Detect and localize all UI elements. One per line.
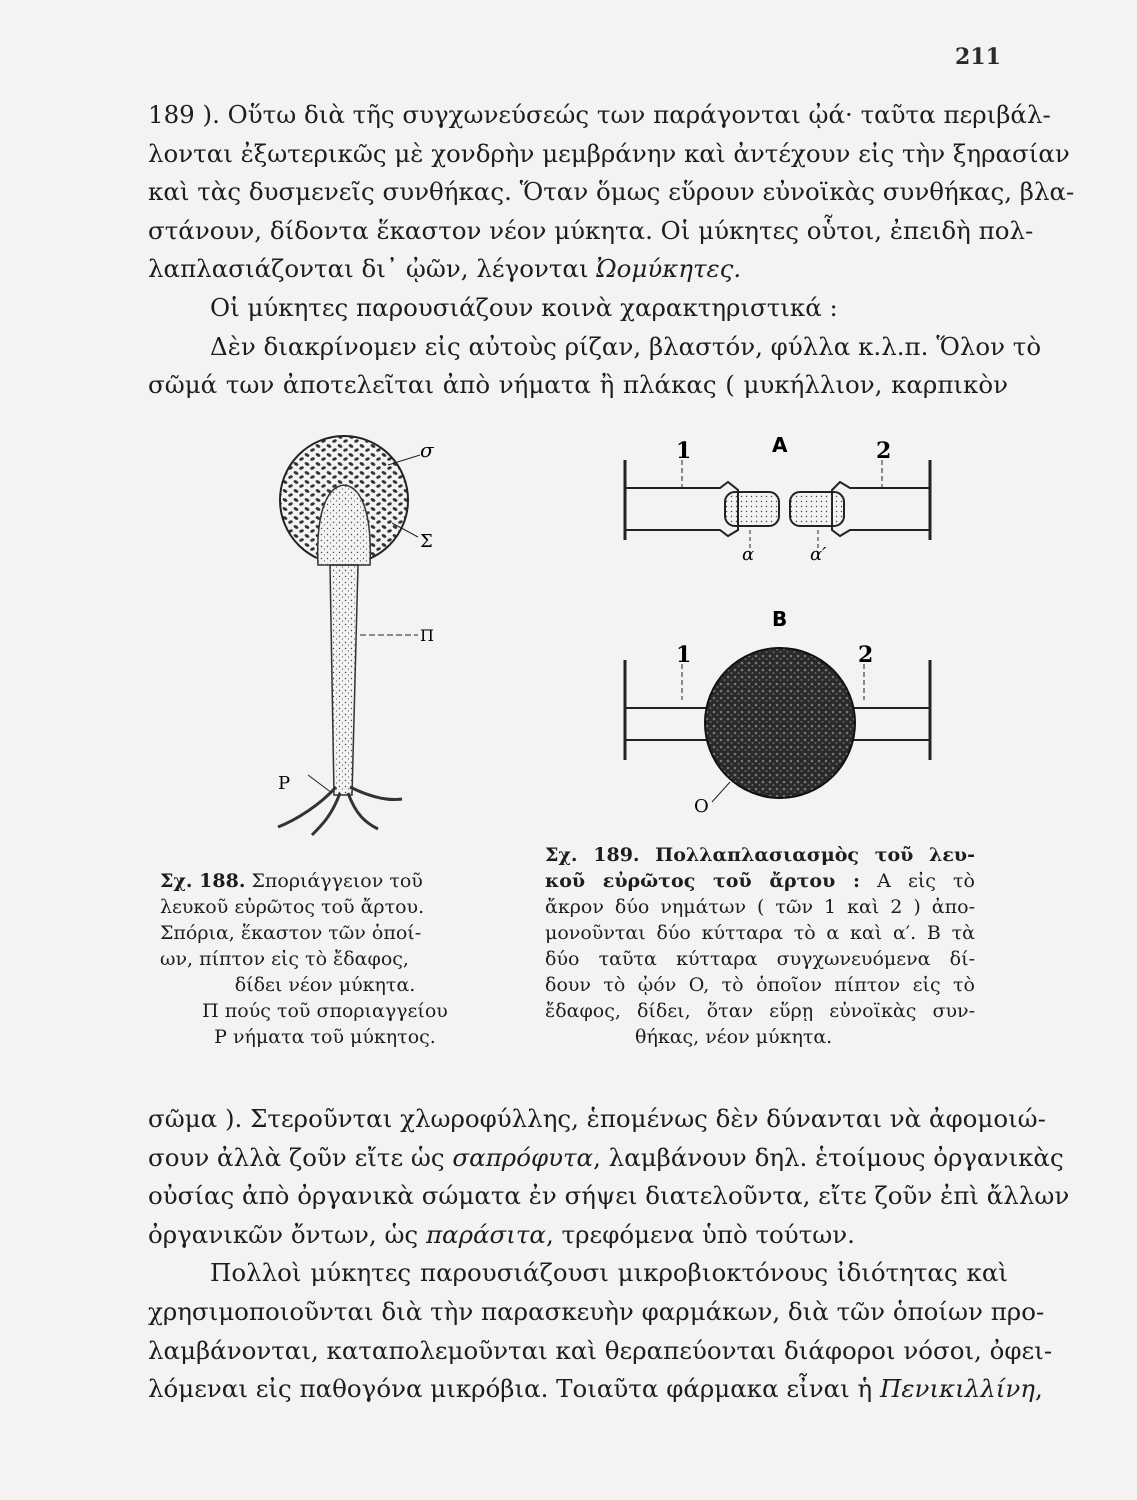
caption-line: δουν τὸ ᾠόν O, τὸ ὁποῖον πίπτον εἰς τὸ: [545, 974, 975, 996]
text-fragment: λαπλασιάζονται δι᾽ ᾠῶν, λέγονται: [148, 254, 597, 284]
text-line: [148, 1216, 1008, 1255]
caption-line: Π πούς τοῦ σποριαγγείου: [202, 1000, 448, 1022]
term-parasites: παράσιτα: [425, 1219, 546, 1249]
label-B: B: [772, 607, 788, 631]
caption-figure-189: [545, 842, 975, 1050]
caption-line: λευκοῦ εὐρῶτος τοῦ ἄρτου.: [160, 896, 425, 918]
figure-189-conjugation: [600, 430, 960, 830]
text-line: λονται ἐξωτερικῶς μὲ χονδρὴν μεμβράνην καὶ ἀντέχουν εἰς τὴν ξηρασίαν: [148, 138, 1070, 168]
text-line: οὐσίας ἀπὸ ὀργανικὰ σώματα ἐν σήψει διατελοῦντα, εἴτε ζοῦν ἐπὶ ἄλλων: [148, 1181, 1070, 1211]
text-line: σῶμα ). Στεροῦνται χλωροφύλλης, ἑπομένως δὲν δύνανται νὰ ἀφομοιώ-: [148, 1104, 1046, 1133]
label-sigma-small: σ: [420, 438, 434, 462]
caption-lead: Σχ. 188.: [160, 870, 246, 892]
caption-line: μονοῦνται δύο κύτταρα τὸ α καὶ α′. B τὰ: [545, 922, 975, 944]
text-fragment: λόμεναι εἰς παθογόνα μικρόβια. Τοιαῦτα φάρμακα εἶναι ἡ: [148, 1374, 881, 1404]
term-oomycetes: Ὠομύκητες.: [596, 254, 742, 284]
text-line: χρησιμοποιοῦνται διὰ τὴν παρασκευὴν φαρμάκων, διὰ τῶν ὁποίων προ-: [148, 1296, 1045, 1326]
label-rho: Ρ: [278, 773, 291, 794]
text-line: 189 ). Οὕτω διὰ τῆς συγχωνεύσεώς των παράγονται ᾠά· ταῦτα περιβάλ-: [148, 100, 1051, 129]
caption-line: [160, 868, 490, 894]
rhizoids: [278, 787, 402, 835]
text-line: [148, 250, 1008, 289]
caption-line: δίδει νέον μύκητα.: [234, 974, 416, 996]
text-fragment: , τρεφόμενα ὑπὸ τούτων.: [545, 1219, 855, 1249]
cell-alpha-prime: [790, 492, 844, 526]
caption-line: θήκας, νέον μύκητα.: [635, 1026, 833, 1048]
bottom-paragraph: [148, 1100, 1070, 1409]
caption-figure-188: [160, 868, 490, 1050]
label-two-B: 2: [858, 642, 874, 668]
caption-line: ἄκρον δύο νημάτων ( τῶν 1 καὶ 2 ) ἀπο-: [545, 896, 975, 918]
top-paragraph: [148, 96, 1075, 405]
caption-line: [545, 868, 975, 894]
text-line: λαμβάνονται, καταπολεμοῦνται καὶ θεραπεύονται διάφοροι νόσοι, ὀφει-: [148, 1335, 1053, 1365]
label-omicron: O: [694, 796, 709, 817]
text-line: [148, 1139, 1064, 1178]
term-penicillin: Πενικιλλίνη: [880, 1374, 1035, 1404]
label-alpha-prime: α′: [810, 544, 827, 565]
caption-line: [545, 842, 975, 868]
text-fragment: σουν ἀλλὰ ζοῦν εἴτε ὡς: [148, 1142, 453, 1172]
label-A: A: [772, 433, 788, 457]
caption-line: ων, πίπτον εἰς τὸ ἔδαφος,: [160, 948, 409, 970]
label-pi: Π: [420, 626, 434, 645]
text-line: Οἱ μύκητες παρουσιάζουν κοινὰ χαρακτηριστικά :: [210, 292, 838, 322]
caption-text: A εἰς τὸ: [859, 870, 975, 892]
text-line: Πολλοὶ μύκητες παρουσιάζουσι μικροβιοκτόνους ἰδιότητας καὶ: [210, 1258, 1008, 1288]
caption-line: Ρ νήματα τοῦ μύκητος.: [214, 1026, 436, 1048]
text-line: σῶμά των ἀποτελεῖται ἀπὸ νήματα ἢ πλάκας ( μυκήλλιον, καρπικὸν: [148, 370, 1008, 400]
caption-lead: Σχ. 189. Πολλαπλασιασμὸς τοῦ λευ-: [545, 844, 975, 866]
hypha-2: [832, 482, 930, 536]
caption-line: δύο ταῦτα κύτταρα συγχωνευόμενα δί-: [545, 948, 975, 970]
text-fragment: , λαμβάνουν δηλ. ἑτοίμους ὀργανικὰς: [593, 1142, 1064, 1172]
term-saprophytes: σαπρόφυτα: [452, 1142, 594, 1172]
text-line: στάνουν, δίδοντα ἕκαστον νέον μύκητα. Οἱ μύκητες οὗτοι, ἐπειδὴ πολ-: [148, 215, 1034, 245]
cell-alpha: [725, 492, 779, 526]
label-one-A: 1: [676, 438, 692, 464]
text-line: Δὲν διακρίνομεν εἰς αὐτοὺς ρίζαν, βλαστόν, φύλλα κ.λ.π. Ὅλον τὸ: [210, 331, 1042, 361]
hypha-1: [625, 482, 738, 536]
figure-188-sporangium: [260, 425, 460, 840]
text-line: καὶ τὰς δυσμενεῖς συνθήκας. Ὅταν ὅμως εὕρουν εὐνοϊκὰς συνθήκας, βλα-: [148, 177, 1075, 207]
caption-bold: κοῦ εὐρῶτος τοῦ ἄρτου :: [545, 870, 860, 892]
label-one-B: 1: [676, 642, 692, 668]
label-alpha: α: [742, 544, 755, 565]
stalk: [330, 565, 358, 795]
caption-line: ἔδαφος, δίδει, ὅταν εὕρῃ εὐνοϊκὰς συν-: [545, 1000, 975, 1022]
text-fragment: ὀργανικῶν ὄντων, ὡς: [148, 1219, 426, 1249]
zygospore: [705, 648, 855, 798]
page-number: 211: [955, 44, 1001, 70]
label-sigma-capital: Σ: [420, 531, 433, 552]
text-fragment: ,: [1034, 1374, 1043, 1404]
text-line: [148, 1370, 1043, 1409]
caption-line: Σπόρια, ἕκαστον τῶν ὁποί-: [160, 922, 422, 944]
label-two-A: 2: [876, 438, 892, 464]
caption-text: Σποριάγγειον τοῦ: [251, 870, 423, 892]
